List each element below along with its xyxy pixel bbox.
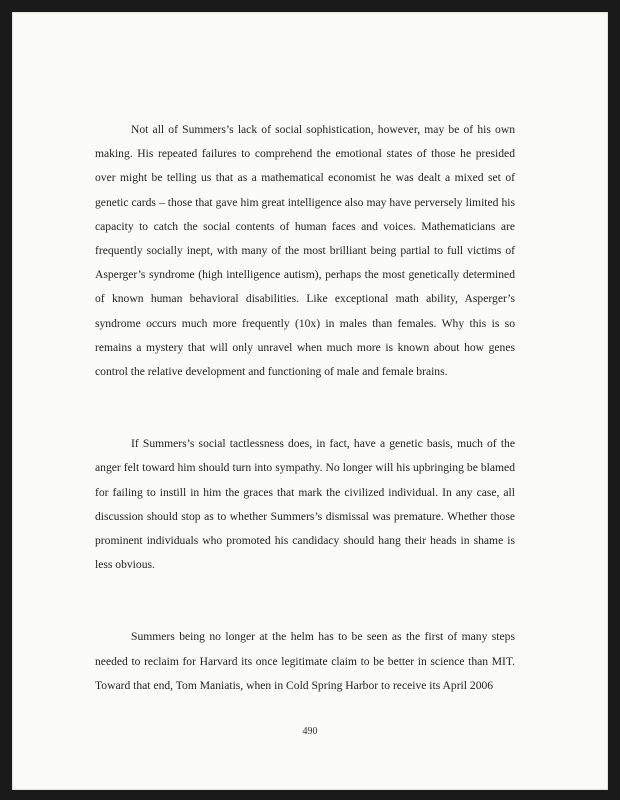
body-text (95, 118, 515, 746)
paragraph-1: Not all of Summers’s lack of social sophistication, however, may be of his own making. His repeated failures to comprehend the emotional states of those he presided over might be telling us that as a mathematical economist he was dealt a mixed set of genetic cards – those that gave him great intelligence also may have perversely limited his capacity to catch the social contents of human faces and voices. Mathematicians are frequently socially inept, with many of the most brilliant being partial to full victims of Asperger’s syndrome (high intelligence autism), perhaps the most genetically determined of known human behavioral disabilities. Like exceptional math ability, Asperger’s syndrome occurs much more frequently (10x) in males than females. Why this is so remains a mystery that will only unravel when much more is known about how genes control the relative development and functioning of male and female brains. (95, 123, 515, 379)
paragraph-2: If Summers’s social tactlessness does, in fact, have a genetic basis, much of the anger felt toward him should turn into sympathy. No longer will his upbringing be blamed for failing to instill in him the graces that mark the civilized individual. In any case, all discussion should stop as to whether Summers’s dismissal was premature. Whether those prominent individuals who promoted his candidacy should hang their heads in shame is less obvious. (95, 437, 515, 572)
page-number: 490 (302, 726, 318, 737)
paragraph-3: Summers being no longer at the helm has to be seen as the first of many steps needed to reclaim for Harvard its once legitimate claim to be better in science than MIT. Toward that end, Tom Maniatis, when in Cold Spring Harbor to receive its April 2006 (95, 630, 515, 692)
